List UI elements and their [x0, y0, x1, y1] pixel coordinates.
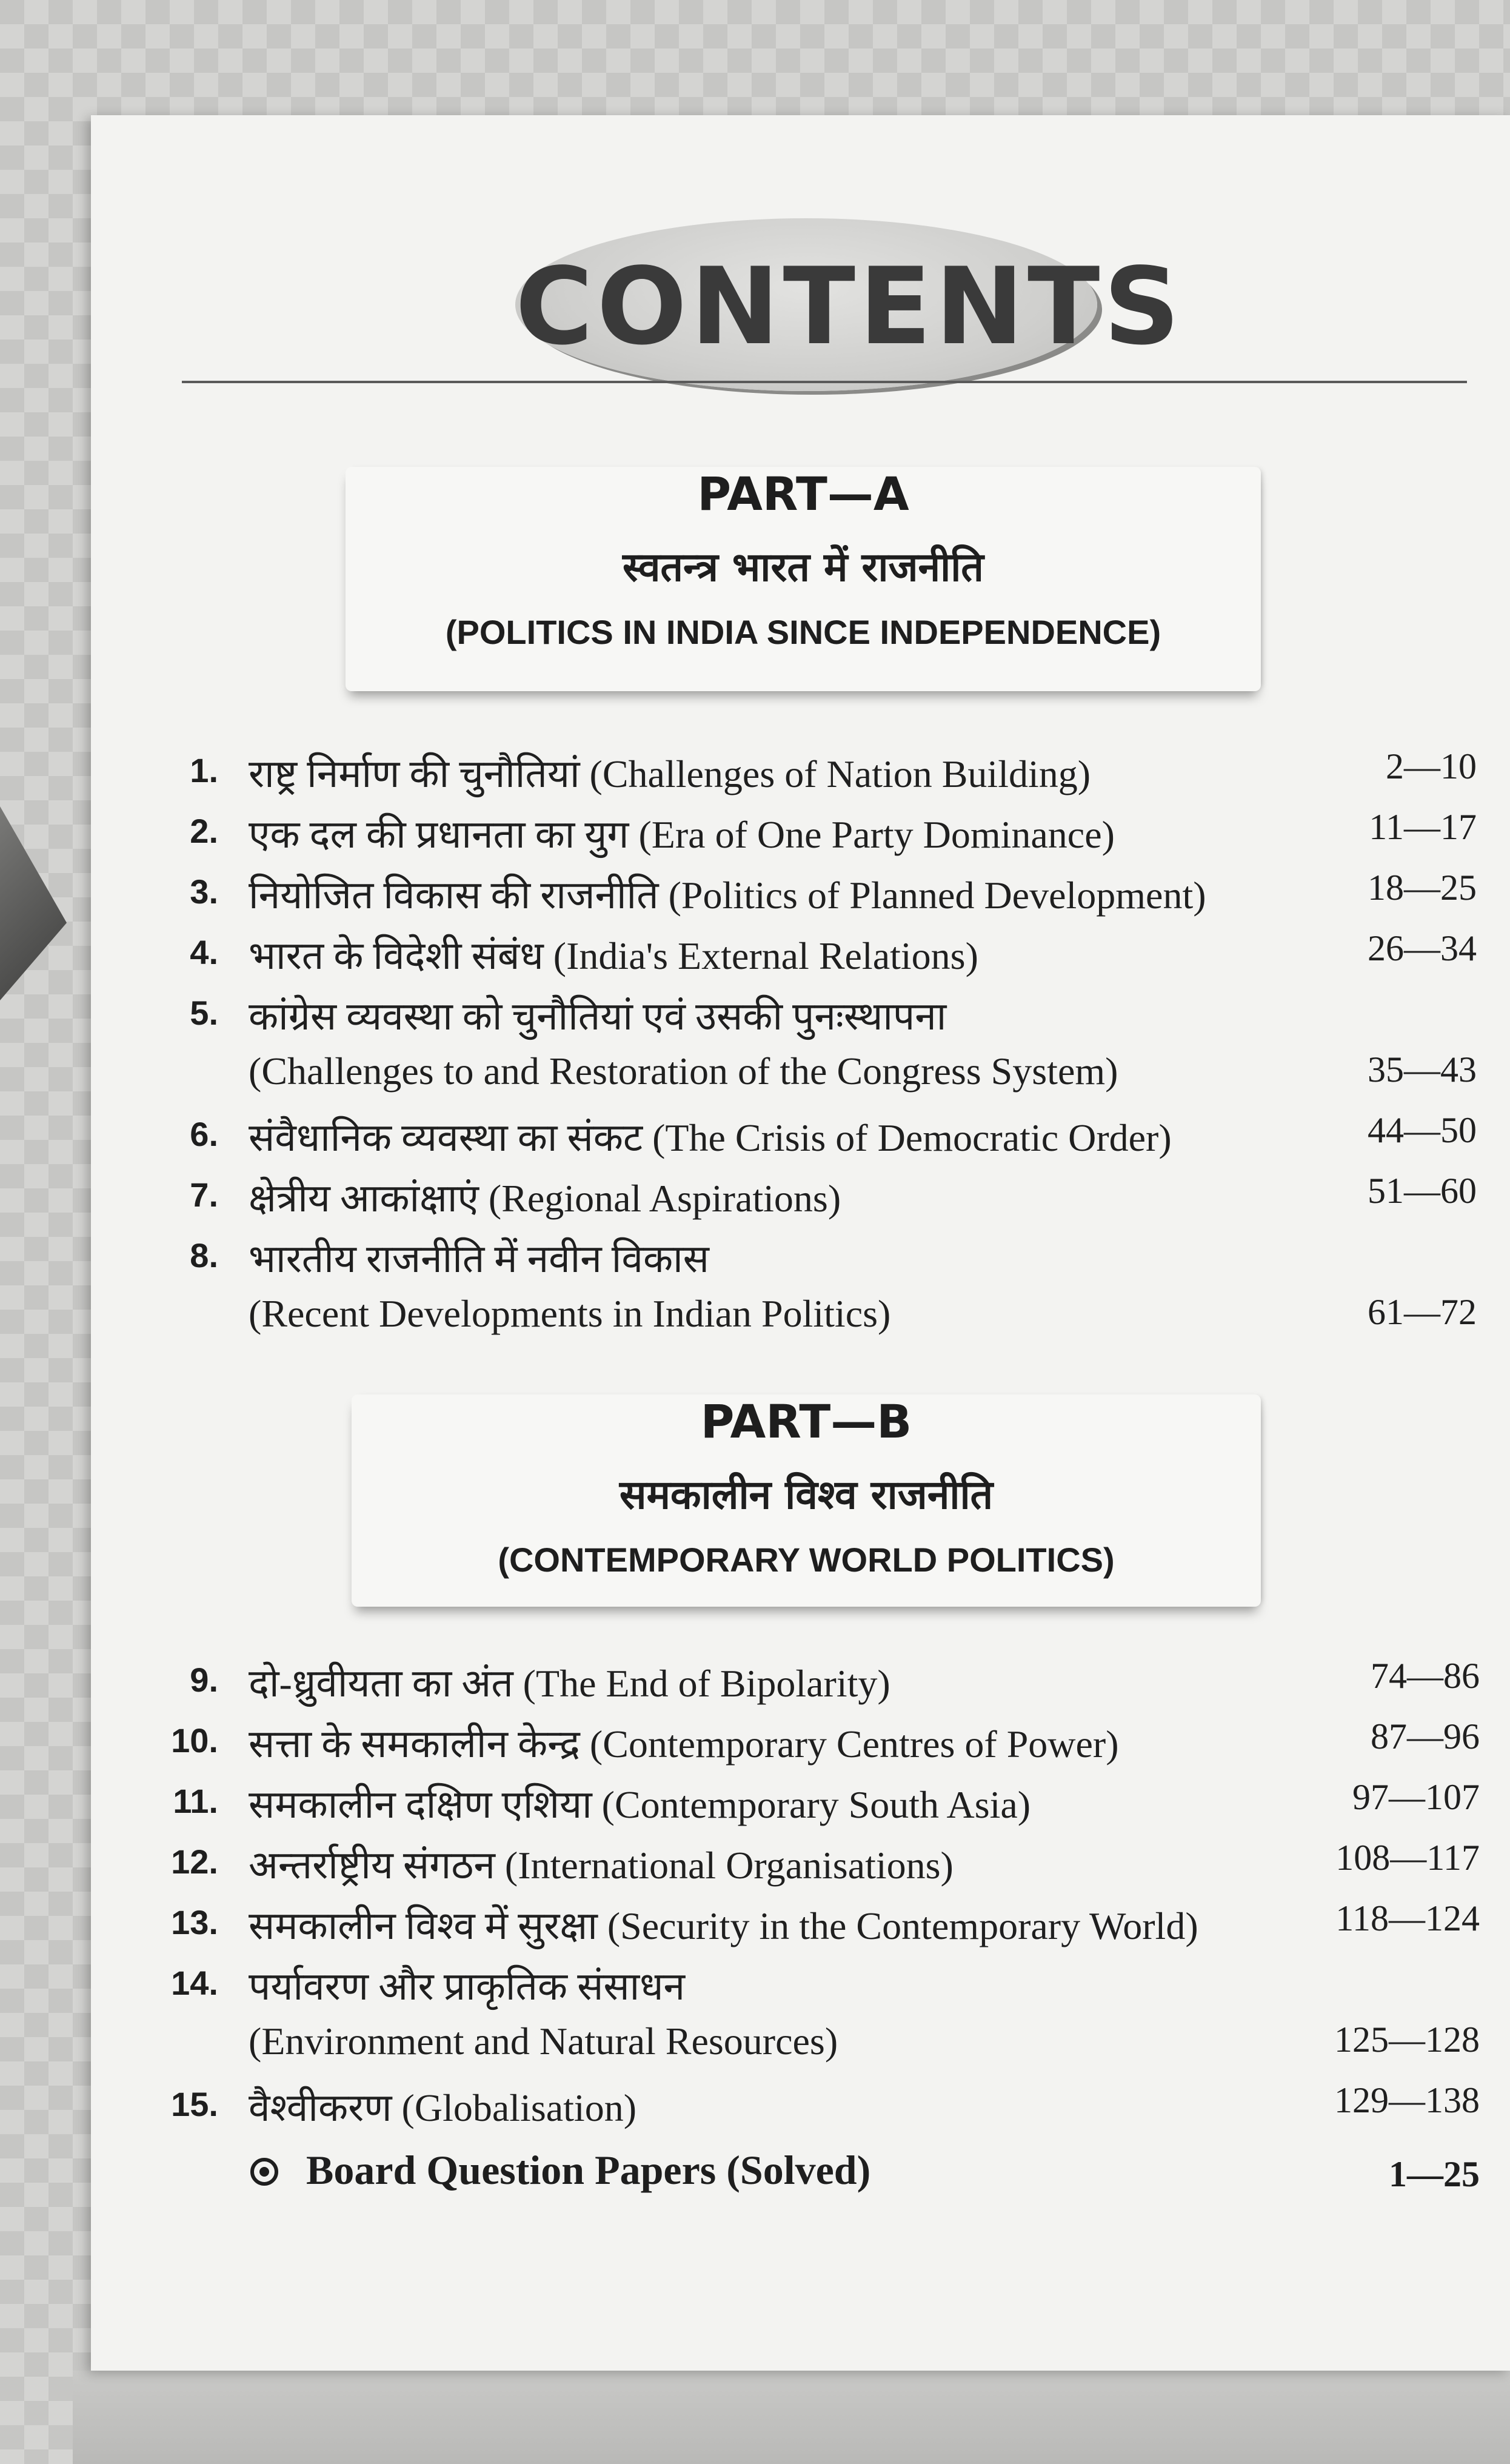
toc-entry-title: समकालीन दक्षिण एशिया (Contemporary South Asia)	[249, 1783, 1031, 1826]
toc-entry-number: 2.	[190, 812, 218, 850]
toc-entry-number: 12.	[171, 1843, 218, 1881]
toc-entry-title: (Challenges to and Restoration of the Congress System)	[249, 1050, 1118, 1093]
toc-entry-pages: 125—128	[1334, 2020, 1480, 2060]
toc-entry-title: नियोजित विकास की राजनीति (Politics of Planned Development)	[249, 874, 1206, 917]
title-rule	[182, 381, 1467, 383]
bullseye-icon	[250, 2157, 279, 2186]
part-a-english-title: (POLITICS IN INDIA SINCE INDEPENDENCE)	[445, 613, 1161, 651]
toc-entry-pages: 51—60	[1368, 1171, 1477, 1211]
toc-entry-number: 11.	[173, 1782, 218, 1820]
toc-entry-title: भारत के विदेशी संबंध (India's External Relations)	[249, 934, 978, 977]
toc-entry-title: राष्ट्र निर्माण की चुनौतियां (Challenges of Nation Building)	[249, 752, 1091, 795]
part-b-hindi-title: समकालीन विश्व राजनीति	[619, 1471, 994, 1518]
part-b-heading: PART—B	[700, 1394, 912, 1448]
toc-entry-pages: 129—138	[1334, 2080, 1480, 2120]
board-question-papers-pages: 1—25	[1389, 2154, 1480, 2194]
toc-entry-number: 14.	[171, 1964, 218, 2002]
toc-entry-title: कांग्रेस व्यवस्था को चुनौतियां एवं उसकी पुनःस्थापना	[249, 995, 947, 1038]
toc-entry-pages: 2—10	[1386, 746, 1477, 786]
toc-entry-pages: 18—25	[1368, 868, 1477, 908]
toc-entry-title: भारतीय राजनीति में नवीन विकास	[249, 1237, 709, 1281]
toc-entry-pages: 74—86	[1371, 1656, 1480, 1696]
board-question-papers-label: Board Question Papers (Solved)	[306, 2147, 871, 2193]
part-b-header-box	[352, 1394, 1261, 1607]
toc-entry-number: 15.	[171, 2085, 218, 2123]
toc-entry-number: 3.	[190, 872, 218, 911]
toc-entry-pages: 35—43	[1368, 1050, 1477, 1090]
toc-entry-number: 4.	[190, 933, 218, 971]
toc-entry-number: 7.	[190, 1176, 218, 1214]
toc-entry-title: वैश्वीकरण (Globalisation)	[249, 2086, 637, 2129]
toc-entry-pages: 11—17	[1369, 807, 1477, 847]
toc-entry-title: समकालीन विश्व में सुरक्षा (Security in the Contemporary World)	[249, 1904, 1198, 1947]
toc-entry-number: 1.	[190, 751, 218, 789]
toc-entry-title: एक दल की प्रधानता का युग (Era of One Party Dominance)	[249, 813, 1115, 856]
toc-entry-number: 9.	[190, 1661, 218, 1699]
toc-entry-number: 10.	[171, 1721, 218, 1759]
part-a-heading: PART—A	[697, 467, 909, 521]
toc-entry-title: दो-ध्रुवीयता का अंत (The End of Bipolarity)	[249, 1662, 890, 1705]
toc-entry-title: पर्यावरण और प्राकृतिक संसाधन	[249, 1965, 686, 2008]
page-bottom-edge	[73, 2371, 1510, 2464]
toc-entry-number: 5.	[190, 994, 218, 1032]
toc-entry-title: संवैधानिक व्यवस्था का संकट (The Crisis of Democratic Order)	[249, 1116, 1172, 1159]
toc-entry-pages: 97—107	[1352, 1777, 1480, 1817]
toc-entry-pages: 61—72	[1368, 1292, 1477, 1332]
toc-entry-pages: 118—124	[1335, 1898, 1480, 1938]
toc-entry-title: (Recent Developments in Indian Politics)	[249, 1292, 891, 1335]
toc-entry-title: अन्तर्राष्ट्रीय संगठन (International Organisations)	[249, 1844, 954, 1887]
toc-entry-pages: 26—34	[1368, 928, 1477, 968]
part-a-hindi-title: स्वतन्त्र भारत में राजनीति	[623, 544, 984, 591]
toc-entry-number: 6.	[190, 1115, 218, 1153]
toc-entry-title: सत्ता के समकालीन केन्द्र (Contemporary Centres of Power)	[249, 1722, 1119, 1766]
toc-entry-title: (Environment and Natural Resources)	[249, 2020, 838, 2063]
toc-entry-pages: 87—96	[1371, 1716, 1480, 1756]
page-title: CONTENTS	[515, 246, 1184, 369]
toc-entry-pages: 108—117	[1335, 1838, 1480, 1878]
toc-entry-pages: 44—50	[1368, 1110, 1477, 1150]
toc-entry-number: 8.	[190, 1236, 218, 1274]
part-a-header-box	[346, 467, 1261, 691]
toc-entry-number: 13.	[171, 1903, 218, 1941]
part-b-english-title: (CONTEMPORARY WORLD POLITICS)	[498, 1541, 1115, 1579]
toc-entry-title: क्षेत्रीय आकांक्षाएं (Regional Aspirations)	[249, 1177, 841, 1220]
